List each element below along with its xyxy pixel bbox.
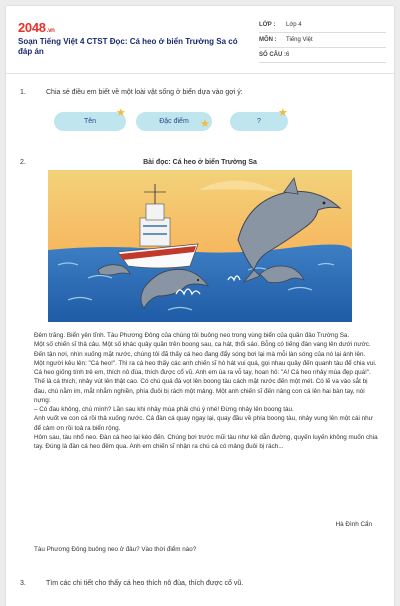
passage-paragraph: Một người kêu lên: "Cá heo!". Thì ra cá heo thấy các anh chiến sĩ hò hát vui quá, gọi nhau quây đến quanh tàu để chia vui.	[34, 359, 377, 367]
site-logo[interactable]: 2048.vn	[18, 20, 55, 35]
worksheet-page	[6, 6, 394, 606]
header-divider	[6, 73, 394, 74]
star-icon: ★	[278, 107, 288, 119]
meta-row-subject: MÔN : Tiếng Việt	[259, 33, 386, 48]
question-3-text: Tìm các chi tiết cho thấy cá heo thích nô đùa, thích được cổ vũ.	[46, 580, 244, 587]
passage-paragraph: Đêm trăng. Biển yên tĩnh. Tàu Phương Đông của chúng tôi buông neo trong vùng biển của quần đảo Trường Sa.	[34, 332, 350, 339]
question-3-number: 3.	[20, 580, 26, 587]
question-1-text: Chia sẻ điều em biết về một loài vật sống ở biển dựa vào gợi ý:	[46, 89, 243, 96]
reading-passage	[34, 331, 380, 451]
hint-pill-name: Tên	[54, 112, 126, 131]
passage-paragraph: – Có đau không, chú mình? Lần sau khi nhảy múa phải chú ý nhé! Đừng nhảy lên boong tàu.	[34, 406, 294, 413]
reading-question: Tàu Phương Đông buông neo ở đâu? Vào thời điểm nào?	[34, 546, 197, 553]
passage-paragraph: Anh vuốt ve con cá rồi thả xuống nước. Cá đàn cá quay ngay lại, quay đầu về phía boong tàu, nhảy vung lên một cái như để cảm ơn rồi toả ra biển rộng.	[34, 415, 373, 432]
meta-row-count: SỐ CÂU : 6	[259, 48, 386, 63]
hint-pill-question: ?	[230, 112, 288, 131]
star-icon: ★	[116, 107, 126, 119]
passage-paragraph: Cá heo giống tính trẻ em, thích nô đùa, thích được cổ vũ. Anh em ùa ra vỗ tay, hoan hô: "A! Cá heo nhảy múa đẹp quá!". Thế là cá thích, nhảy vút lên thật cao. Có chú quá đà vọt lên boong tàu cách mặt nước đến một mét. Có lẽ va vào sắt bị đau, chú nằm im, mắt nhắm nghiền, phía đuôi bị rách một mảng. Một anh chiến sĩ đến nâng con cá lên hai bàn tay, nói nựng:	[34, 369, 371, 404]
question-1-number: 1.	[20, 89, 26, 96]
question-2-number: 2.	[20, 159, 26, 166]
dolphins-ship-illustration	[48, 170, 352, 322]
passage-paragraph: Một số chiến sĩ thả câu. Một số khác quây quần trên boong sau, ca hát, thổi sáo. Bỗng có tiếng đàn vang lên dưới nước. Đến tận nơi, nhìn xuống mặt nước, chúng tôi đã thấy cá heo đang đẩy sóng bơi lại mà mỗi làn sóng của nó lại ánh lên.	[34, 341, 371, 358]
star-icon: ★	[200, 118, 210, 130]
reading-title: Bài đọc: Cá heo ở biển Trường Sa	[143, 159, 257, 166]
passage-author: Hà Đình Cẩn	[335, 521, 372, 528]
page-title: Soạn Tiếng Việt 4 CTST Đọc: Cá heo ở biển Trường Sa có đáp án	[18, 37, 238, 56]
hint-pill-features: Đặc điểm	[136, 112, 212, 131]
meta-table	[259, 18, 386, 63]
meta-row-class: LỚP : Lớp 4	[259, 18, 386, 33]
passage-paragraph: Hôm sau, tàu nhổ neo. Đàn cá heo lại kéo đến. Chúng bơi trước mũi tàu như kẻ dẫn đường, quyến luyến không muốn chia tay. Đúng là đàn cá heo đêm qua. Anh em chiến sĩ nhận ra chú cá có mảng đuôi bị rách...	[34, 433, 378, 450]
